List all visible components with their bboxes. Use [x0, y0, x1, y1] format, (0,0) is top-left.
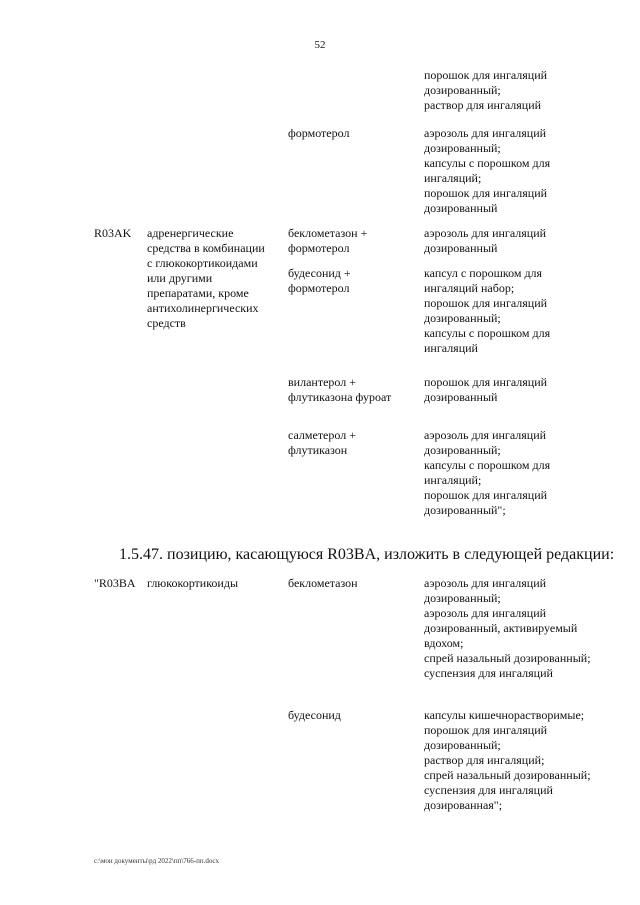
- form-line: капсулы с порошком для: [424, 458, 551, 472]
- drug-forms: [424, 226, 546, 256]
- section-heading: 1.5.47. позицию, касающуюся R03BA, изложить в следующей редакции:: [119, 546, 615, 563]
- form-line: спрей назальный дозированный;: [424, 651, 591, 665]
- form-line: суспензия для ингаляций: [424, 783, 553, 797]
- form-line: дозированный;: [424, 443, 501, 457]
- atc-code: "R03BA: [94, 576, 136, 590]
- drug-forms: [424, 126, 550, 216]
- form-line: порошок для ингаляций: [424, 723, 548, 737]
- form-line: порошок для ингаляций: [424, 68, 548, 82]
- drug-name: [288, 708, 341, 723]
- form-line: капсулы кишечнорастворимые;: [424, 708, 585, 722]
- form-line: аэрозоль для ингаляций: [424, 126, 547, 140]
- group-line: антихолинергических: [147, 301, 259, 315]
- drug-forms: [424, 428, 550, 518]
- drug-forms: [424, 375, 547, 405]
- form-line: порошок для ингаляций: [424, 488, 548, 502]
- form-line: порошок для ингаляций: [424, 186, 548, 200]
- drug-name: [288, 126, 349, 141]
- form-line: аэрозоль для ингаляций: [424, 576, 547, 590]
- form-line: дозированная";: [424, 798, 503, 812]
- form-line: вдохом;: [424, 636, 464, 650]
- group-line: средств: [147, 316, 186, 330]
- form-line: раствор для ингаляций: [424, 98, 542, 112]
- form-line: капсулы с порошком для: [424, 326, 551, 340]
- form-line: спрей назальный дозированный;: [424, 768, 591, 782]
- file-path-footer: c:\мои документы\рд 2022\пп\766-пп.docx: [94, 857, 219, 865]
- form-line: капсул с порошком для: [424, 266, 543, 280]
- form-line: ингаляций: [424, 341, 478, 355]
- drug-line: формотерол: [288, 241, 350, 255]
- drug-line: будесонид: [288, 708, 341, 722]
- atc-group: [147, 576, 238, 591]
- form-line: порошок для ингаляций: [424, 375, 548, 389]
- drug-line: салметерол +: [288, 428, 356, 442]
- atc-code: R03AK: [94, 226, 132, 240]
- drug-line: флутиказона фуроат: [288, 390, 392, 404]
- drug-line: беклометазон +: [288, 226, 368, 240]
- form-line: суспензия для ингаляций: [424, 666, 553, 680]
- drug-forms: [424, 576, 591, 681]
- form-line: дозированный;: [424, 83, 501, 97]
- form-line: дозированный: [424, 390, 498, 404]
- drug-line: вилантерол +: [288, 375, 356, 389]
- form-line: капсулы с порошком для: [424, 156, 551, 170]
- group-line: адренергические: [147, 226, 234, 240]
- form-line: дозированный, активируемый: [424, 621, 578, 635]
- group-line: с глюкокортикоидами: [147, 256, 258, 270]
- drug-line: формотерол: [288, 281, 350, 295]
- group-line: глюкокортикоиды: [147, 576, 239, 590]
- form-line: дозированный;: [424, 738, 501, 752]
- group-line: препаратами, кроме: [147, 286, 249, 300]
- form-line: аэрозоль для ингаляций: [424, 226, 547, 240]
- drug-line: формотерол: [288, 126, 350, 140]
- form-line: аэрозоль для ингаляций: [424, 606, 547, 620]
- form-line: раствор для ингаляций;: [424, 753, 545, 767]
- group-line: или другими: [147, 271, 213, 285]
- form-line: ингаляций;: [424, 171, 482, 185]
- form-line: дозированный;: [424, 591, 501, 605]
- drug-line: беклометазон: [288, 576, 358, 590]
- form-line: дозированный;: [424, 311, 501, 325]
- drug-forms: [424, 708, 591, 813]
- cont-forms: [424, 68, 547, 113]
- drug-line: будесонид +: [288, 266, 351, 280]
- drug-name: [288, 375, 391, 405]
- form-line: дозированный: [424, 201, 498, 215]
- drug-name: [288, 226, 367, 256]
- form-line: дозированный";: [424, 503, 506, 517]
- drug-name: [288, 576, 358, 591]
- drug-name: [288, 428, 356, 458]
- form-line: аэрозоль для ингаляций: [424, 428, 547, 442]
- page-number: 52: [314, 39, 326, 51]
- form-line: ингаляций;: [424, 473, 482, 487]
- form-line: дозированный: [424, 241, 498, 255]
- drug-forms: [424, 266, 550, 356]
- drug-line: флутиказон: [288, 443, 348, 457]
- form-line: порошок для ингаляций: [424, 296, 548, 310]
- drug-name: [288, 266, 351, 296]
- form-line: ингаляций набор;: [424, 281, 515, 295]
- group-line: средства в комбинации: [147, 241, 265, 255]
- atc-group: [147, 226, 265, 331]
- form-line: дозированный;: [424, 141, 501, 155]
